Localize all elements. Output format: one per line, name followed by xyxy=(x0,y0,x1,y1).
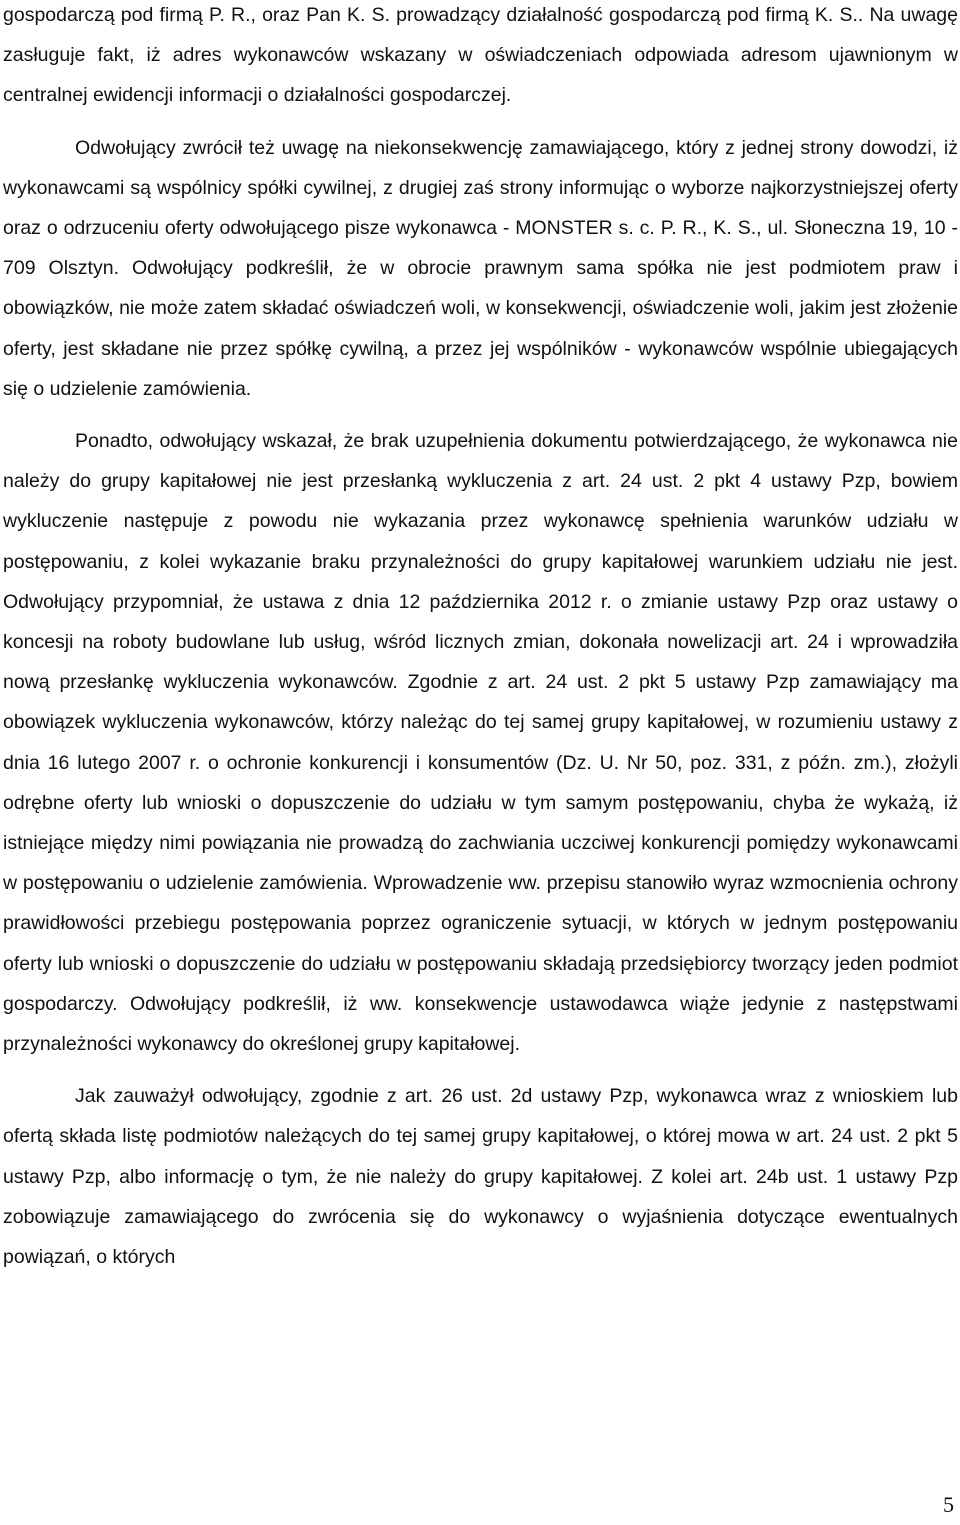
page-number: 5 xyxy=(943,1492,954,1517)
paragraph-capital-group: Ponadto, odwołujący wskazał, że brak uzupełnienia dokumentu potwierdzającego, że wykonawca nie należy do grupy kapitałowej nie jest przesłanką wykluczenia z art. 24 ust. 2 pkt 4 ustawy Pzp, bowiem wykluczenie następuje z powodu nie wykazania przez wykonawcę spełnienia warunków udziału w postępowaniu, z kolei wykazanie braku przynależności do grupy kapitałowej warunkiem udziału nie jest. Odwołujący przypomniał, że ustawa z dnia 12 października 2012 r. o zmianie ustawy Pzp oraz ustawy o koncesji na roboty budowlane lub usług, wśród licznych zmian, dokonała nowelizacji art. 24 i wprowadziła nową przesłankę wykluczenia wykonawców. Zgodnie z art. 24 ust. 2 pkt 5 ustawy Pzp zamawiający ma obowiązek wykluczenia wykonawców, którzy należąc do tej samej grupy kapitałowej, w rozumieniu ustawy z dnia 16 lutego 2007 r. o ochronie konkurencji i konsumentów (Dz. U. Nr 50, poz. 331, z późn. zm.), złożyli odrębne oferty lub wnioski o dopuszczenie do udziału w tym samym postępowaniu, chyba że wykażą, iż istniejące między nimi powiązania nie prowadzą do zachwiania uczciwej konkurencji pomiędzy wykonawcami w postępowaniu o udzielenie zamówienia. Wprowadzenie ww. przepisu stanowiło wyraz wzmocnienia ochrony prawidłowości przebiegu postępowania poprzez ograniczenie sytuacji, w których w jednym postępowaniu oferty lub wnioski o dopuszczenie do udziału w postępowaniu składają przedsiębiorcy tworzący jeden podmiot gospodarczy. Odwołujący podkreślił, iż ww. konsekwencje ustawodawca wiąże jedynie z następstwami przynależności wykonawcy do określonej grupy kapitałowej. xyxy=(3,430,958,1056)
paragraph-inconsistency: Odwołujący zwrócił też uwagę na niekonsekwencję zamawiającego, który z jednej strony dowodzi, iż wykonawcami są wspólnicy spółki cywilnej, z drugiej zaś strony informując o wyborze najkorzystniejszej oferty oraz o odrzuceniu oferty odwołującego pisze wykonawca - MONSTER s. c. P. R., K. S., ul. Słoneczna 19, 10 - 709 Olsztyn. Odwołujący podkreślił, że w obrocie prawnym sama spółka nie jest podmiotem praw i obowiązków, nie może zatem składać oświadczeń woli, w konsekwencji, oświadczenie woli, jakim jest złożenie oferty, jest składane nie przez spółkę cywilną, a przez jej wspólników - wykonawców wspólnie ubiegających się o udzielenie zamówienia. xyxy=(3,136,958,400)
paragraph-continuation: gospodarczą pod firmą P. R., oraz Pan K. S. prowadzący działalność gospodarczą pod firmą K. S.. Na uwagę zasługuje fakt, iż adres wykonawców wskazany w oświadczeniach odpowiada adresom ujawnionym w centralnej ewidencji informacji o działalności gospodarczej. xyxy=(3,4,958,107)
paragraph-article-26: Jak zauważył odwołujący, zgodnie z art. 26 ust. 2d ustawy Pzp, wykonawca wraz z wnioskiem lub ofertą składa listę podmiotów należących do tej samej grupy kapitałowej, o której mowa w art. 24 ust. 2 pkt 5 ustawy Pzp, albo informację o tym, że nie należy do grupy kapitałowej. Z kolei art. 24b ust. 1 ustawy Pzp zobowiązuje zamawiającego do zwrócenia się do wykonawcy o wyjaśnienia dotyczące ewentualnych powiązań, o których xyxy=(3,1085,958,1269)
